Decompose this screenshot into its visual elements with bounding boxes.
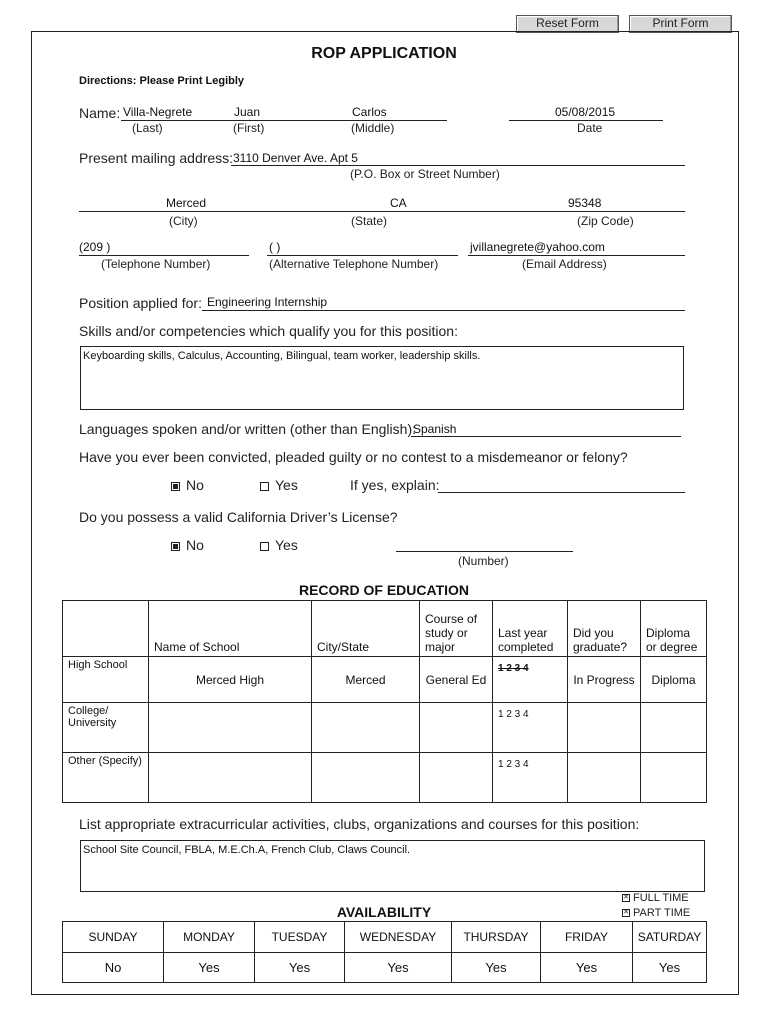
street-field[interactable]: 3110 Denver Ave. Apt 5 (233, 151, 358, 165)
college-diploma-field[interactable] (641, 703, 707, 753)
city-caption: (City) (169, 214, 198, 228)
checkbox-checked-icon[interactable]: ✕ (623, 909, 629, 917)
part-time-option[interactable] (622, 907, 690, 919)
header-city-state: City/State (312, 601, 420, 657)
middle-name-field[interactable]: Carlos (352, 105, 387, 119)
skills-field[interactable]: Keyboarding skills, Calculus, Accounting, Bilingual, team worker, leadership skills. (80, 346, 684, 410)
convicted-yes-label: Yes (275, 477, 298, 493)
table-corner-cell (63, 601, 149, 657)
day-saturday: SATURDAY (633, 922, 707, 953)
header-last-year: Last year completed (493, 601, 568, 657)
checkbox-checked-icon[interactable]: ✕ (623, 894, 629, 902)
license-no-label: No (186, 537, 204, 553)
languages-line (411, 436, 681, 437)
sunday-availability-field[interactable]: No (63, 953, 164, 983)
high-school-graduated-field[interactable]: In Progress (568, 657, 641, 703)
day-monday: MONDAY (164, 922, 255, 953)
alt-phone-line (267, 255, 458, 256)
other-years-field[interactable]: 1 2 3 4 (493, 753, 568, 803)
table-row (63, 753, 707, 803)
checkbox-checked-icon[interactable] (171, 482, 180, 491)
college-graduated-field[interactable] (568, 703, 641, 753)
availability-heading: AVAILABILITY (336, 904, 432, 920)
convicted-yes-option[interactable] (260, 477, 298, 493)
table-row (63, 657, 707, 703)
availability-days-row (63, 922, 707, 953)
last-name-field[interactable]: Villa-Negrete (123, 105, 193, 119)
explain-label: If yes, explain: (350, 477, 440, 493)
extracurricular-field[interactable]: School Site Council, FBLA, M.E.Ch.A, French Club, Claws Council. (80, 840, 705, 892)
directions: Directions: Please Print Legibly (79, 75, 245, 87)
header-graduated: Did you graduate? (568, 601, 641, 657)
form-title: ROP APPLICATION (311, 45, 457, 62)
day-friday: FRIDAY (541, 922, 633, 953)
table-row (63, 703, 707, 753)
high-school-years-field[interactable]: 1 2 3 4 (493, 657, 568, 703)
high-school-name-field[interactable]: Merced High (149, 657, 312, 703)
education-header-row (63, 601, 707, 657)
header-course: Course of study or major (420, 601, 493, 657)
position-label: Position applied for: (79, 295, 202, 311)
alt-phone-field[interactable]: ( ) (269, 240, 281, 254)
row-type-high-school: High School (63, 657, 149, 703)
phone-line (79, 255, 249, 256)
header-school: Name of School (149, 601, 312, 657)
tuesday-availability-field[interactable]: Yes (255, 953, 345, 983)
phone-caption: (Telephone Number) (101, 257, 211, 271)
day-thursday: THURSDAY (452, 922, 541, 953)
day-wednesday: WEDNESDAY (345, 922, 452, 953)
address-label: Present mailing address: (79, 150, 234, 166)
other-name-field[interactable] (149, 753, 312, 803)
street-caption: (P.O. Box or Street Number) (350, 167, 500, 181)
other-graduated-field[interactable] (568, 753, 641, 803)
other-city-field[interactable] (312, 753, 420, 803)
full-time-option[interactable] (622, 892, 689, 904)
position-line (202, 310, 685, 311)
college-city-field[interactable] (312, 703, 420, 753)
part-time-label: PART TIME (633, 907, 691, 919)
city-field[interactable]: Merced (166, 196, 207, 210)
row-type-college: College/ University (63, 703, 149, 753)
availability-table (62, 921, 707, 983)
header-diploma: Diploma or degree (641, 601, 707, 657)
education-table (62, 600, 707, 803)
checkbox-checked-icon[interactable] (171, 542, 180, 551)
date-caption: Date (577, 121, 603, 135)
languages-label: Languages spoken and/or written (other than English): (79, 421, 416, 437)
license-number-caption: (Number) (458, 554, 509, 568)
first-caption: (First) (233, 121, 265, 135)
college-course-field[interactable] (420, 703, 493, 753)
availability-values-row (63, 953, 707, 983)
name-line (121, 120, 447, 121)
zip-caption: (Zip Code) (577, 214, 634, 228)
date-field[interactable]: 05/08/2015 (555, 105, 616, 119)
print-form-button[interactable]: Print Form (629, 15, 732, 33)
explain-field[interactable] (438, 492, 685, 493)
license-yes-option[interactable] (260, 537, 298, 553)
languages-field[interactable]: Spanish (413, 422, 457, 436)
last-caption: (Last) (132, 121, 163, 135)
full-time-label: FULL TIME (633, 892, 689, 904)
day-sunday: SUNDAY (63, 922, 164, 953)
convicted-no-option[interactable] (171, 477, 204, 493)
email-field[interactable]: jvillanegrete@yahoo.com (470, 240, 605, 254)
reset-form-button[interactable]: Reset Form (516, 15, 619, 33)
saturday-availability-field[interactable]: Yes (633, 953, 707, 983)
license-question: Do you possess a valid California Driver’s License? (79, 509, 398, 525)
license-number-field[interactable] (396, 551, 573, 552)
alt-phone-caption: (Alternative Telephone Number) (269, 257, 439, 271)
college-name-field[interactable] (149, 703, 312, 753)
other-diploma-field[interactable] (641, 753, 707, 803)
row-type-other: Other (Specify) (63, 753, 149, 803)
email-line (468, 255, 685, 256)
state-caption: (State) (351, 214, 388, 228)
convicted-no-label: No (186, 477, 204, 493)
city-state-zip-line (79, 211, 685, 212)
thursday-availability-field[interactable]: Yes (452, 953, 541, 983)
high-school-course-field[interactable]: General Ed (420, 657, 493, 703)
convicted-question: Have you ever been convicted, pleaded guilty or no contest to a misdemeanor or felony? (79, 449, 628, 465)
college-years-field[interactable]: 1 2 3 4 (493, 703, 568, 753)
wednesday-availability-field[interactable]: Yes (345, 953, 452, 983)
phone-field[interactable]: (209 ) (79, 240, 111, 254)
friday-availability-field[interactable]: Yes (541, 953, 633, 983)
other-course-field[interactable] (420, 753, 493, 803)
monday-availability-field[interactable]: Yes (164, 953, 255, 983)
high-school-diploma-field[interactable]: Diploma (641, 657, 707, 703)
education-heading: RECORD OF EDUCATION (298, 582, 470, 598)
zip-field[interactable]: 95348 (568, 196, 602, 210)
extracurricular-label: List appropriate extracurricular activities, clubs, organizations and courses for this position: (79, 816, 640, 832)
email-caption: (Email Address) (522, 257, 607, 271)
license-no-option[interactable] (171, 537, 204, 553)
license-yes-label: Yes (275, 537, 298, 553)
position-field[interactable]: Engineering Internship (207, 295, 328, 309)
high-school-city-field[interactable]: Merced (312, 657, 420, 703)
checkbox-empty-icon[interactable] (260, 542, 269, 551)
name-label: Name: (79, 105, 121, 121)
middle-caption: (Middle) (351, 121, 395, 135)
skills-label: Skills and/or competencies which qualify you for this position: (79, 323, 458, 339)
first-name-field[interactable]: Juan (234, 105, 261, 119)
checkbox-empty-icon[interactable] (260, 482, 269, 491)
day-tuesday: TUESDAY (255, 922, 345, 953)
state-field[interactable]: CA (390, 196, 407, 210)
street-line (231, 165, 685, 166)
